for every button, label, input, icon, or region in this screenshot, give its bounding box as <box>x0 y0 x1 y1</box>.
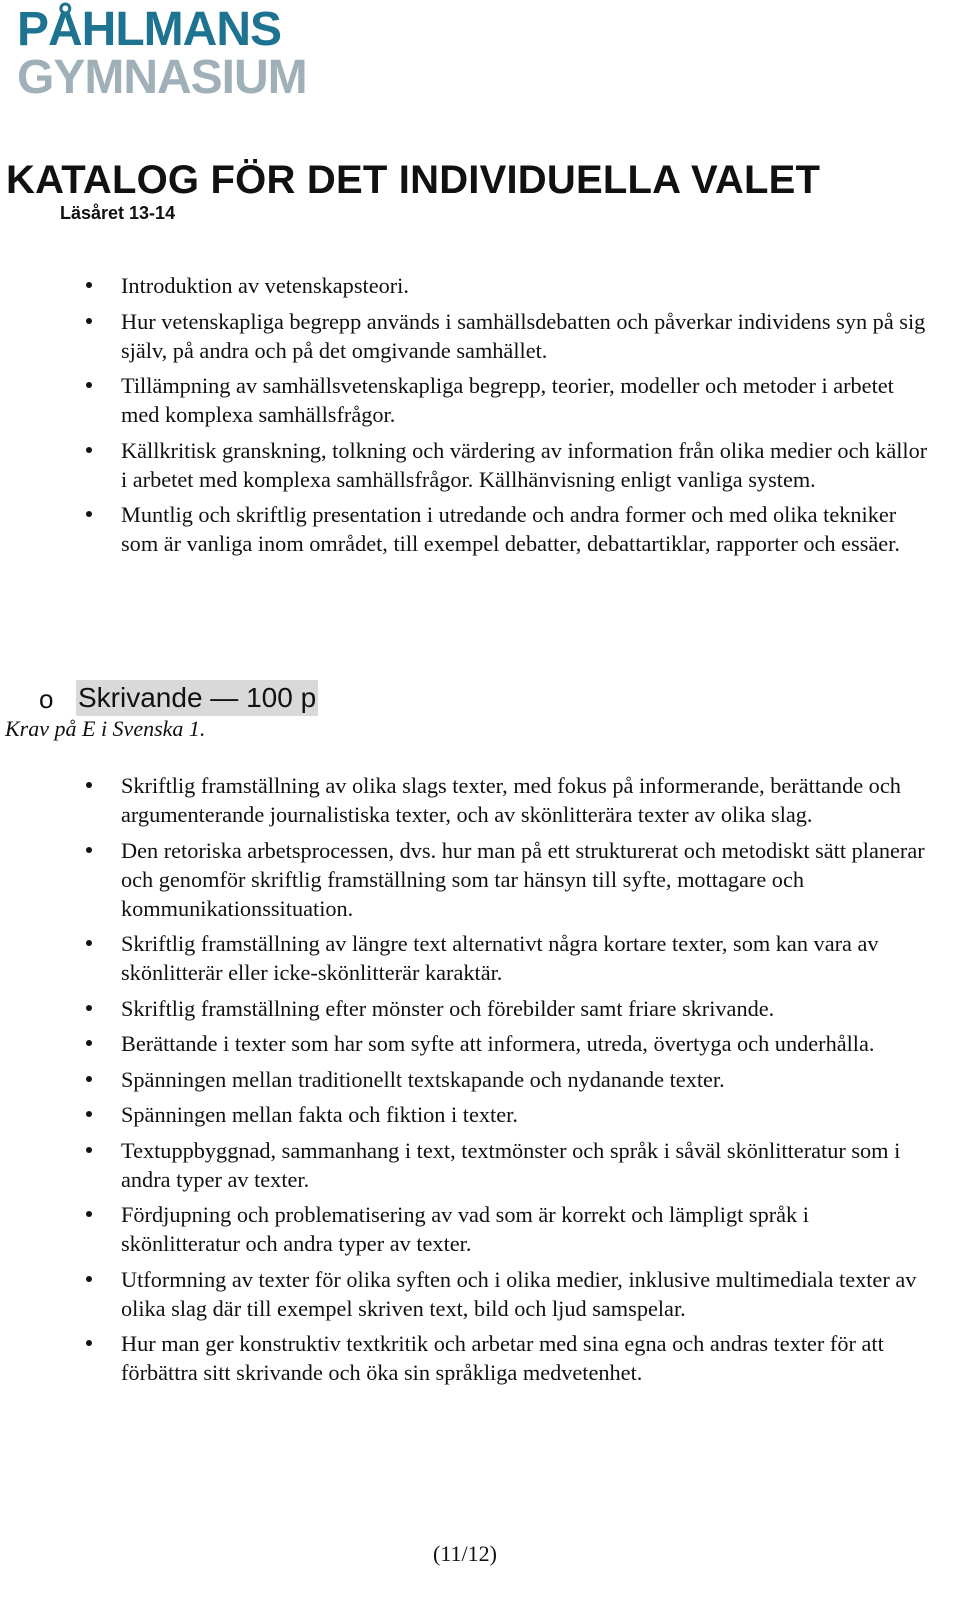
list-item: Berättande i texter som har som syfte att informera, utreda, övertyga och underhålla. <box>0 1029 931 1058</box>
school-year: Läsåret 13-14 <box>60 203 176 223</box>
list-item: Skriftlig framställning av längre text alternativt några kortare texter, som kan vara av skönlitterär eller icke-skönlitterär karaktär. <box>0 929 931 987</box>
list-item: Introduktion av vetenskapsteori. <box>0 271 931 300</box>
list-item: Hur man ger konstruktiv textkritik och arbetar med sina egna och andras texter för att förbättra sitt skrivande och öka sin språkliga medvetenhet. <box>0 1329 931 1387</box>
logo-line-1: PÅHLMANS <box>17 3 281 56</box>
content-list-2 <box>0 771 931 1394</box>
logo-line-2: GYMNASIUM <box>17 51 307 104</box>
list-marker: o <box>39 684 54 714</box>
list-item: Fördjupning och problematisering av vad som är korrekt och lämpligt språk i skönlitteratur och andra typer av texter. <box>0 1200 931 1258</box>
list-item: Hur vetenskapliga begrepp används i samhällsdebatten och påverkar individens syn på sig själv, på andra och på det omgivande samhället. <box>0 307 931 365</box>
list-item: Den retoriska arbetsprocessen, dvs. hur man på ett strukturerat och metodiskt sätt planerar och genomför skriftlig framställning som tar hänsyn till syfte, mottagare och kommunikationssituation. <box>0 836 931 923</box>
document-title: KATALOG FÖR DET INDIVIDUELLA VALET <box>6 158 821 202</box>
list-item: Tillämpning av samhällsvetenskapliga begrepp, teorier, modeller och metoder i arbetet med komplexa samhällsfrågor. <box>0 371 931 429</box>
course-prerequisite: Krav på E i Svenska 1. <box>5 716 206 741</box>
list-item: Skriftlig framställning av olika slags texter, med fokus på informerande, berättande och argumenterande journalistiska texter, och av skönlitterära texter av olika slag. <box>0 771 931 829</box>
list-item: Källkritisk granskning, tolkning och värdering av information från olika medier och källor i arbetet med komplexa samhällsfrågor. Källhänvisning enligt vanliga system. <box>0 436 931 494</box>
list-item: Utformning av texter för olika syften och i olika medier, inklusive multimediala texter av olika slag där till exempel skriven text, bild och ljud samspelar. <box>0 1265 931 1323</box>
list-item: Skriftlig framställning efter mönster och förebilder samt friare skrivande. <box>0 994 931 1023</box>
list-item: Muntlig och skriftlig presentation i utredande och andra former och med olika tekniker som är vanliga inom området, till exempel debatter, debattartiklar, rapporter och essäer. <box>0 500 931 558</box>
content-list-1 <box>0 271 931 565</box>
school-logo <box>17 3 307 104</box>
list-item: Spänningen mellan fakta och fiktion i texter. <box>0 1100 931 1129</box>
list-item: Textuppbyggnad, sammanhang i text, textmönster och språk i såväl skönlitteratur som i andra typer av texter. <box>0 1136 931 1194</box>
list-item: Spänningen mellan traditionellt textskapande och nydanande texter. <box>0 1065 931 1094</box>
page-number: (11/12) <box>433 1541 497 1566</box>
course-title: Skrivande — 100 p <box>76 680 318 716</box>
